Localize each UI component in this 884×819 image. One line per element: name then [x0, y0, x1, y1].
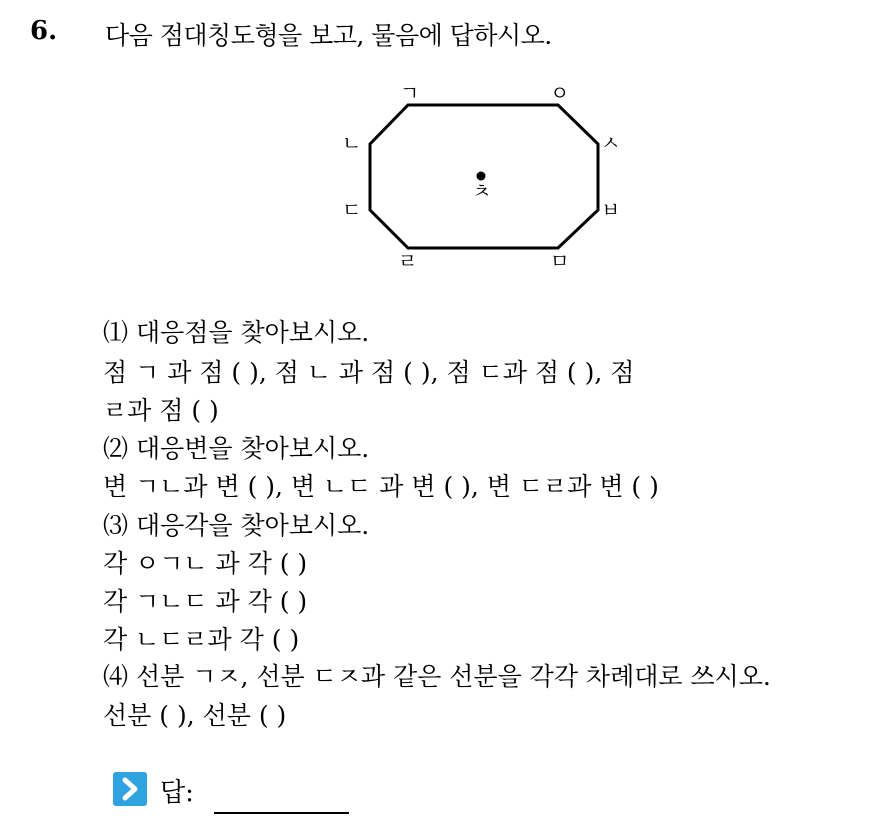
- label-g: ㄱ: [400, 81, 420, 105]
- sub-question-1-heading: ⑴ 대응점을 찾아보시오.: [103, 318, 370, 347]
- label-s: ㅅ: [601, 131, 621, 155]
- sub-question-4-line-1: 선분 ( ), 선분 ( ): [103, 701, 287, 730]
- answer-label: 답:: [160, 778, 194, 808]
- label-n: ㄴ: [342, 131, 362, 155]
- sub-question-3-line-2: 각 ㄱㄴㄷ 과 각 ( ): [103, 587, 308, 616]
- label-m: ㅁ: [550, 249, 570, 273]
- label-o: ㅇ: [550, 81, 570, 105]
- sub-question-2-heading: ⑵ 대응변을 찾아보시오.: [103, 434, 370, 463]
- sub-question-1-line-2: ㄹ과 점 ( ): [103, 396, 219, 425]
- label-d: ㄷ: [342, 198, 362, 222]
- chevron-right-icon: [113, 772, 147, 806]
- question-number: 6.: [30, 16, 58, 46]
- sub-question-4-heading: ⑷ 선분 ㄱㅈ, 선분 ㄷㅈ과 같은 선분을 각각 차례대로 쓰시오.: [103, 662, 771, 691]
- label-r: ㄹ: [398, 249, 418, 273]
- sub-question-2-line-1: 변 ㄱㄴ과 변 ( ), 변 ㄴㄷ 과 변 ( ), 변 ㄷㄹ과 변 ( ): [103, 472, 659, 501]
- label-c: ㅊ: [472, 179, 492, 203]
- label-b: ㅂ: [601, 198, 621, 222]
- sub-question-1-line-1: 점 ㄱ 과 점 ( ), 점 ㄴ 과 점 ( ), 점 ㄷ과 점 ( ), 점: [103, 358, 635, 387]
- point-symmetric-octagon-figure: [330, 78, 630, 278]
- sub-question-3-line-3: 각 ㄴㄷㄹ과 각 ( ): [103, 625, 300, 654]
- sub-question-3-heading: ⑶ 대응각을 찾아보시오.: [103, 511, 370, 540]
- question-text: 다음 점대칭도형을 보고, 물음에 답하시오.: [105, 21, 552, 50]
- sub-question-3-line-1: 각 ㅇㄱㄴ 과 각 ( ): [103, 549, 308, 578]
- answer-blank[interactable]: [214, 812, 349, 814]
